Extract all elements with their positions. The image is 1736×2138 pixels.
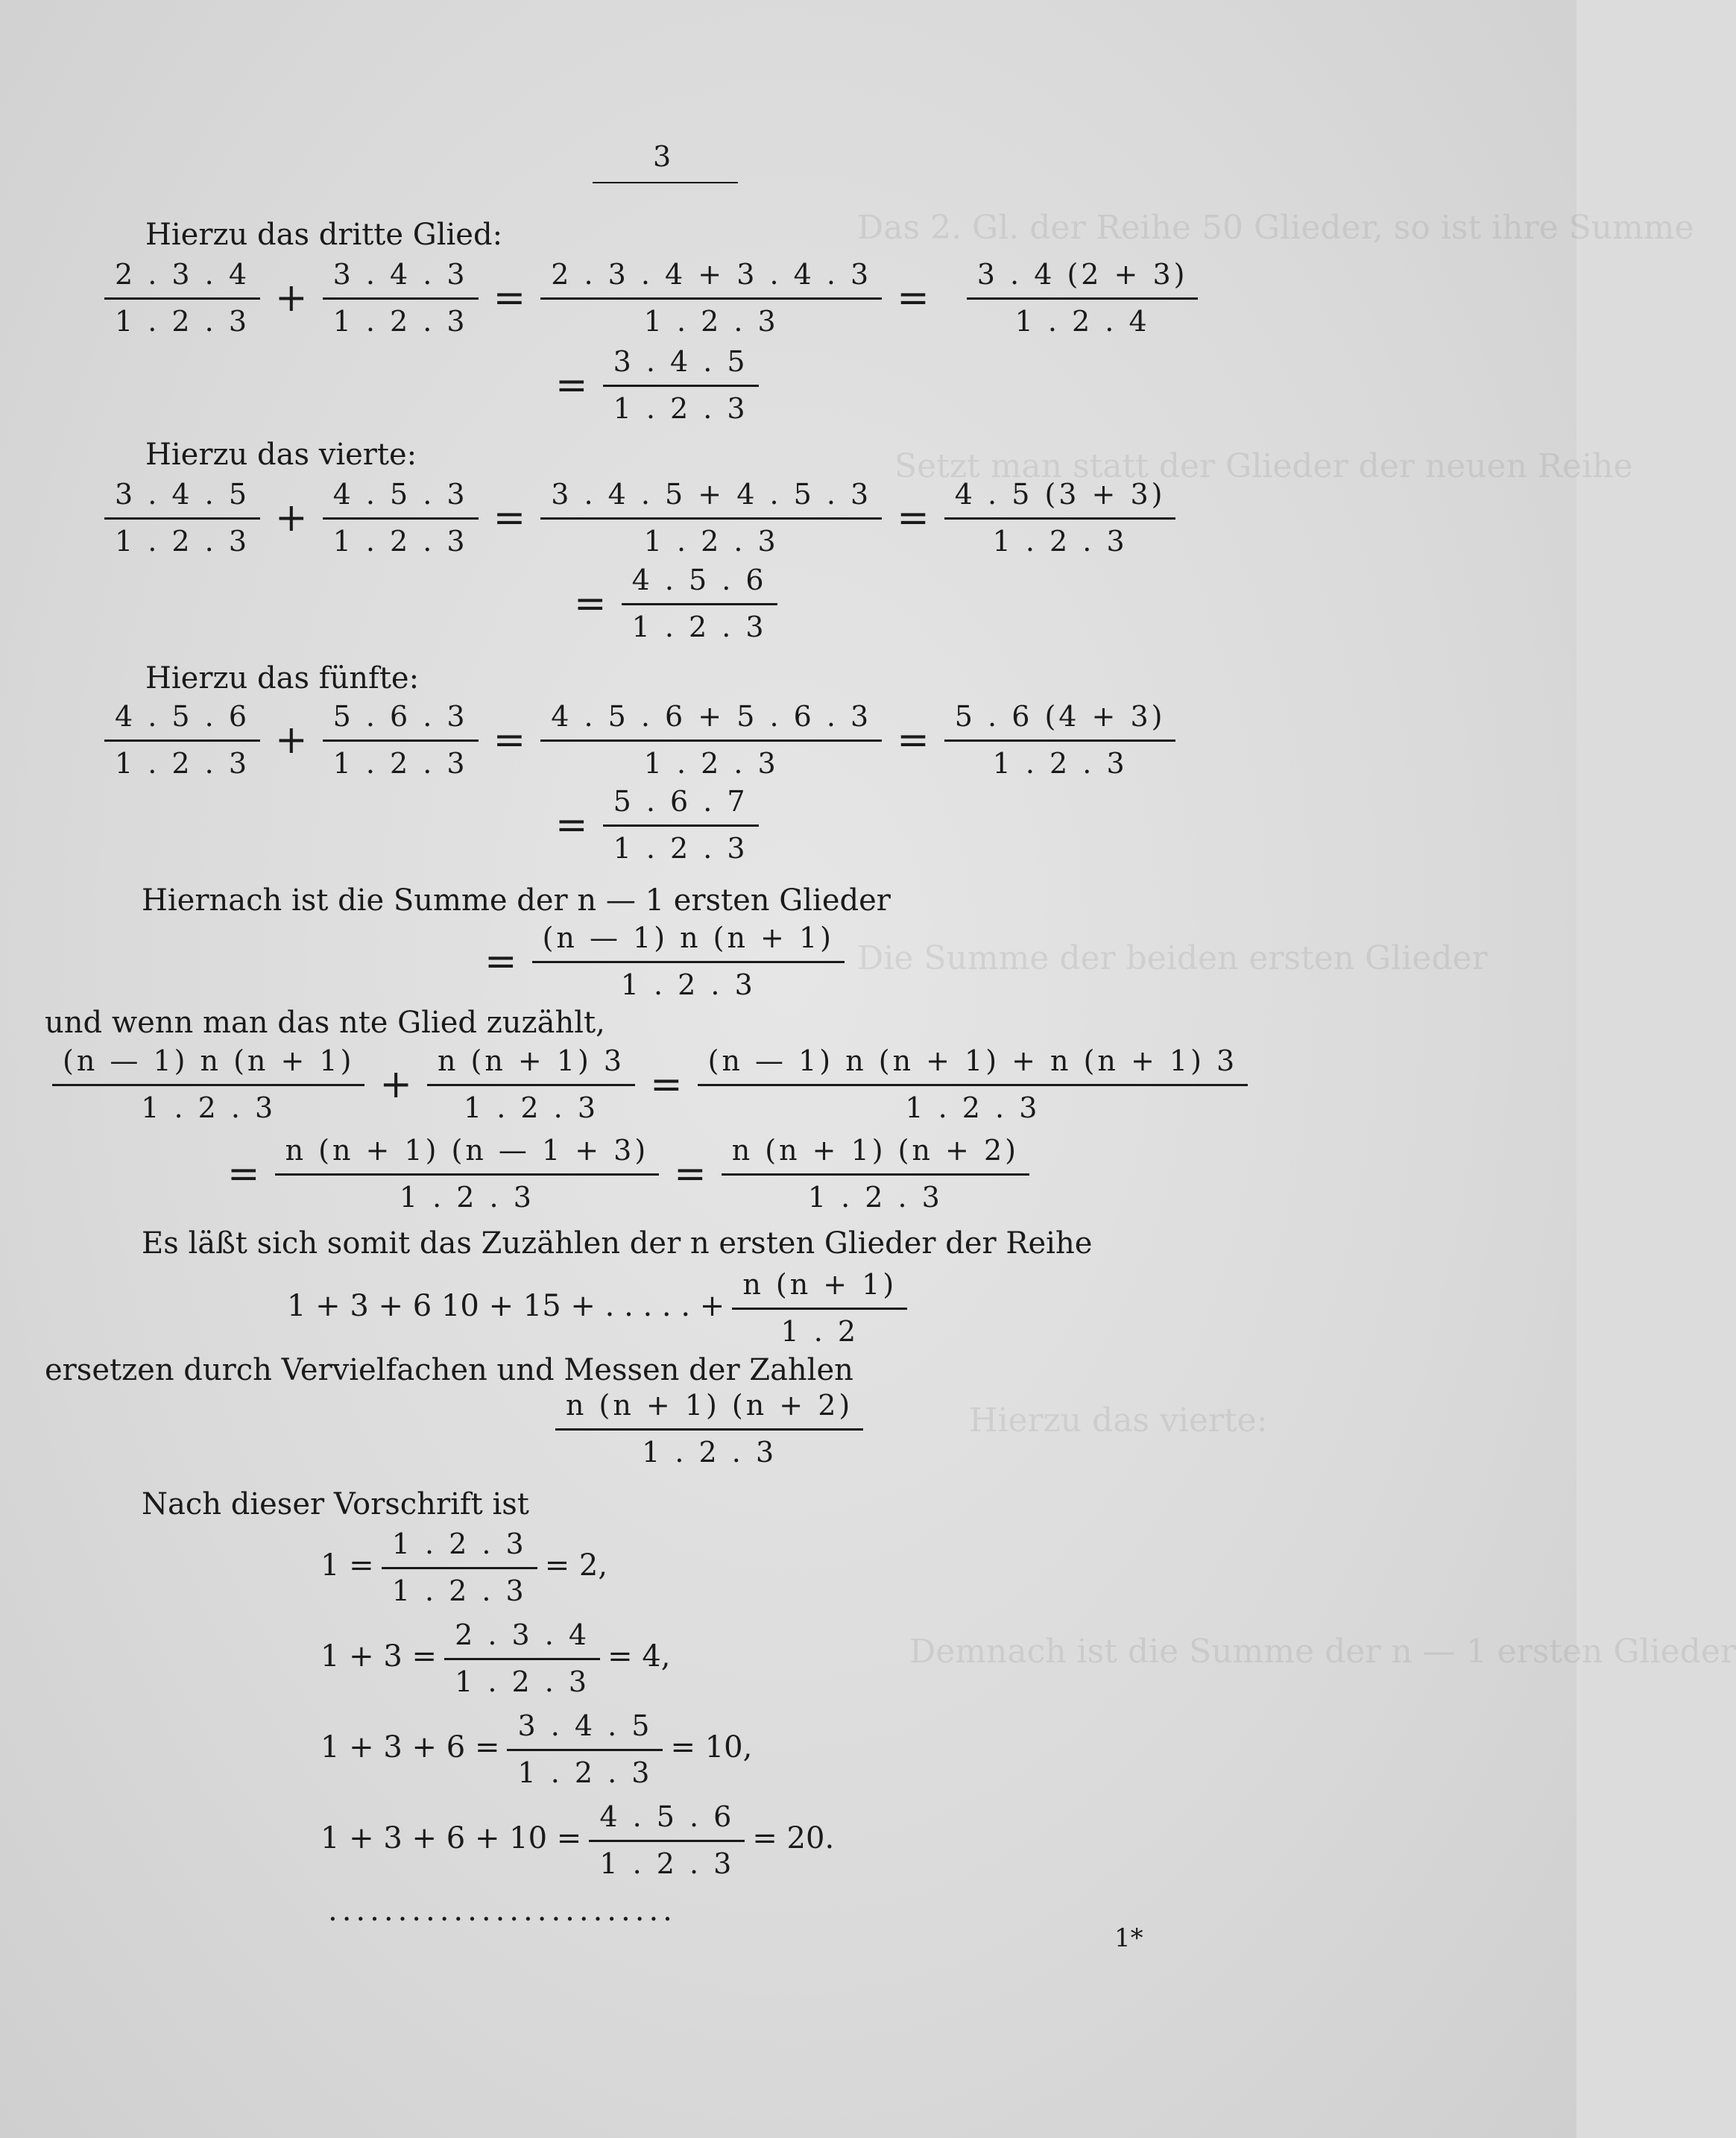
equation-sum: = $\frac{(n — 1) n (n + 1)}{1 . 2 . 3}$ — [477, 921, 852, 1003]
equation-fourth-result: = $\frac{4 . 5 . 6}{1 . 2 . 3}$ — [566, 563, 785, 645]
rule-intro: Nach dieser Vorschrift ist — [142, 1487, 529, 1521]
third-term-intro: Hierzu das dritte Glied: — [145, 218, 503, 252]
bleed-through: Setzt man statt der Glieder der neuen Reihe — [894, 447, 1633, 485]
page-number: 3 — [653, 140, 672, 173]
bleed-through: Die Summe der beiden ersten Glieder — [857, 939, 1488, 977]
sum-intro: Hiernach ist die Summe der n — 1 ersten Glieder — [142, 883, 891, 918]
fourth-term-intro: Hierzu das vierte: — [145, 438, 417, 472]
bleed-through: Hierzu das vierte: — [969, 1401, 1268, 1439]
equation-fourth-term: $\frac{3 . 4 . 5}{1 . 2 . 3}$ + $\frac{4 . 5 . 3}{1 . 2 . 3}$ = $\frac{3 . 4 . 5 + 4 . 5 . 3}{1 . 2 . 3}$ = $\frac{4 . 5 (3 + 3)}{1 . 2 . 3}$ — [97, 477, 1183, 559]
equation-third-result: = $\frac{3 . 4 . 5}{1 . 2 . 3}$ — [548, 344, 766, 426]
equation-add-term: $\frac{(n — 1) n (n + 1)}{1 . 2 . 3}$ + $\frac{n (n + 1) 3}{1 . 2 . 3}$ = $\frac{(n — 1) n (n + 1) + n (n + 1) 3}{1 . 2 . 3}$ — [45, 1044, 1255, 1126]
header-rule — [593, 182, 738, 183]
replace-intro: Es läßt sich somit das Zuzählen der n ersten Glieder der Reihe — [142, 1226, 1093, 1261]
continuation-dots: ......................... — [328, 1893, 677, 1928]
fifth-term-intro: Hierzu das fünfte: — [145, 661, 420, 696]
replace-by: ersetzen durch Vervielfachen und Messen der Zahlen — [45, 1353, 853, 1387]
example-1: 1 = $\frac{1 . 2 . 3}{1 . 2 . 3}$ = 2, — [321, 1527, 608, 1607]
equation-fifth-term: $\frac{4 . 5 . 6}{1 . 2 . 3}$ + $\frac{5 . 6 . 3}{1 . 2 . 3}$ = $\frac{4 . 5 . 6 + 5 . 6 . 3}{1 . 2 . 3}$ = $\frac{5 . 6 (4 + 3)}{1 . 2 . 3}$ — [97, 699, 1183, 781]
equation-third-term: $\frac{2 . 3 . 4}{1 . 2 . 3}$ + $\frac{3 . 4 . 3}{1 . 2 . 3}$ = $\frac{2 . 3 . 4 + 3 . 4 . 3}{1 . 2 . 3}$ = $\frac{3 . 4 (2 + 3)}{1 . 2 . 4}$ — [97, 257, 1205, 339]
example-3: 1 + 3 + 6 = $\frac{3 . 4 . 5}{1 . 2 . 3}$ = 10, — [321, 1709, 753, 1789]
equation-fifth-result: = $\frac{5 . 6 . 7}{1 . 2 . 3}$ — [548, 784, 766, 866]
bleed-through: Demnach ist die Summe der n — 1 ersten Glieder — [909, 1633, 1736, 1671]
example-4: 1 + 3 + 6 + 10 = $\frac{4 . 5 . 6}{1 . 2 . 3}$ = 20. — [321, 1800, 835, 1880]
example-2: 1 + 3 = $\frac{2 . 3 . 4}{1 . 2 . 3}$ = 4, — [321, 1618, 671, 1698]
add-term-intro: und wenn man das nte Glied zuzählt, — [45, 1006, 605, 1040]
equation-add-result: = $\frac{n (n + 1) (n — 1 + 3)}{1 . 2 . 3}$ = $\frac{n (n + 1) (n + 2)}{1 . 2 . 3}$ — [220, 1133, 1037, 1215]
signature-mark: 1* — [1114, 1923, 1143, 1953]
equation-general-rule: $\frac{n (n + 1) (n + 2)}{1 . 2 . 3}$ — [548, 1388, 871, 1470]
equation-series: 1 + 3 + 6 10 + 15 + . . . . . + $\frac{n (n + 1)}{1 . 2}$ — [287, 1267, 915, 1349]
bleed-through: Das 2. Gl. der Reihe 50 Glieder, so ist ihre Summe — [857, 209, 1694, 247]
